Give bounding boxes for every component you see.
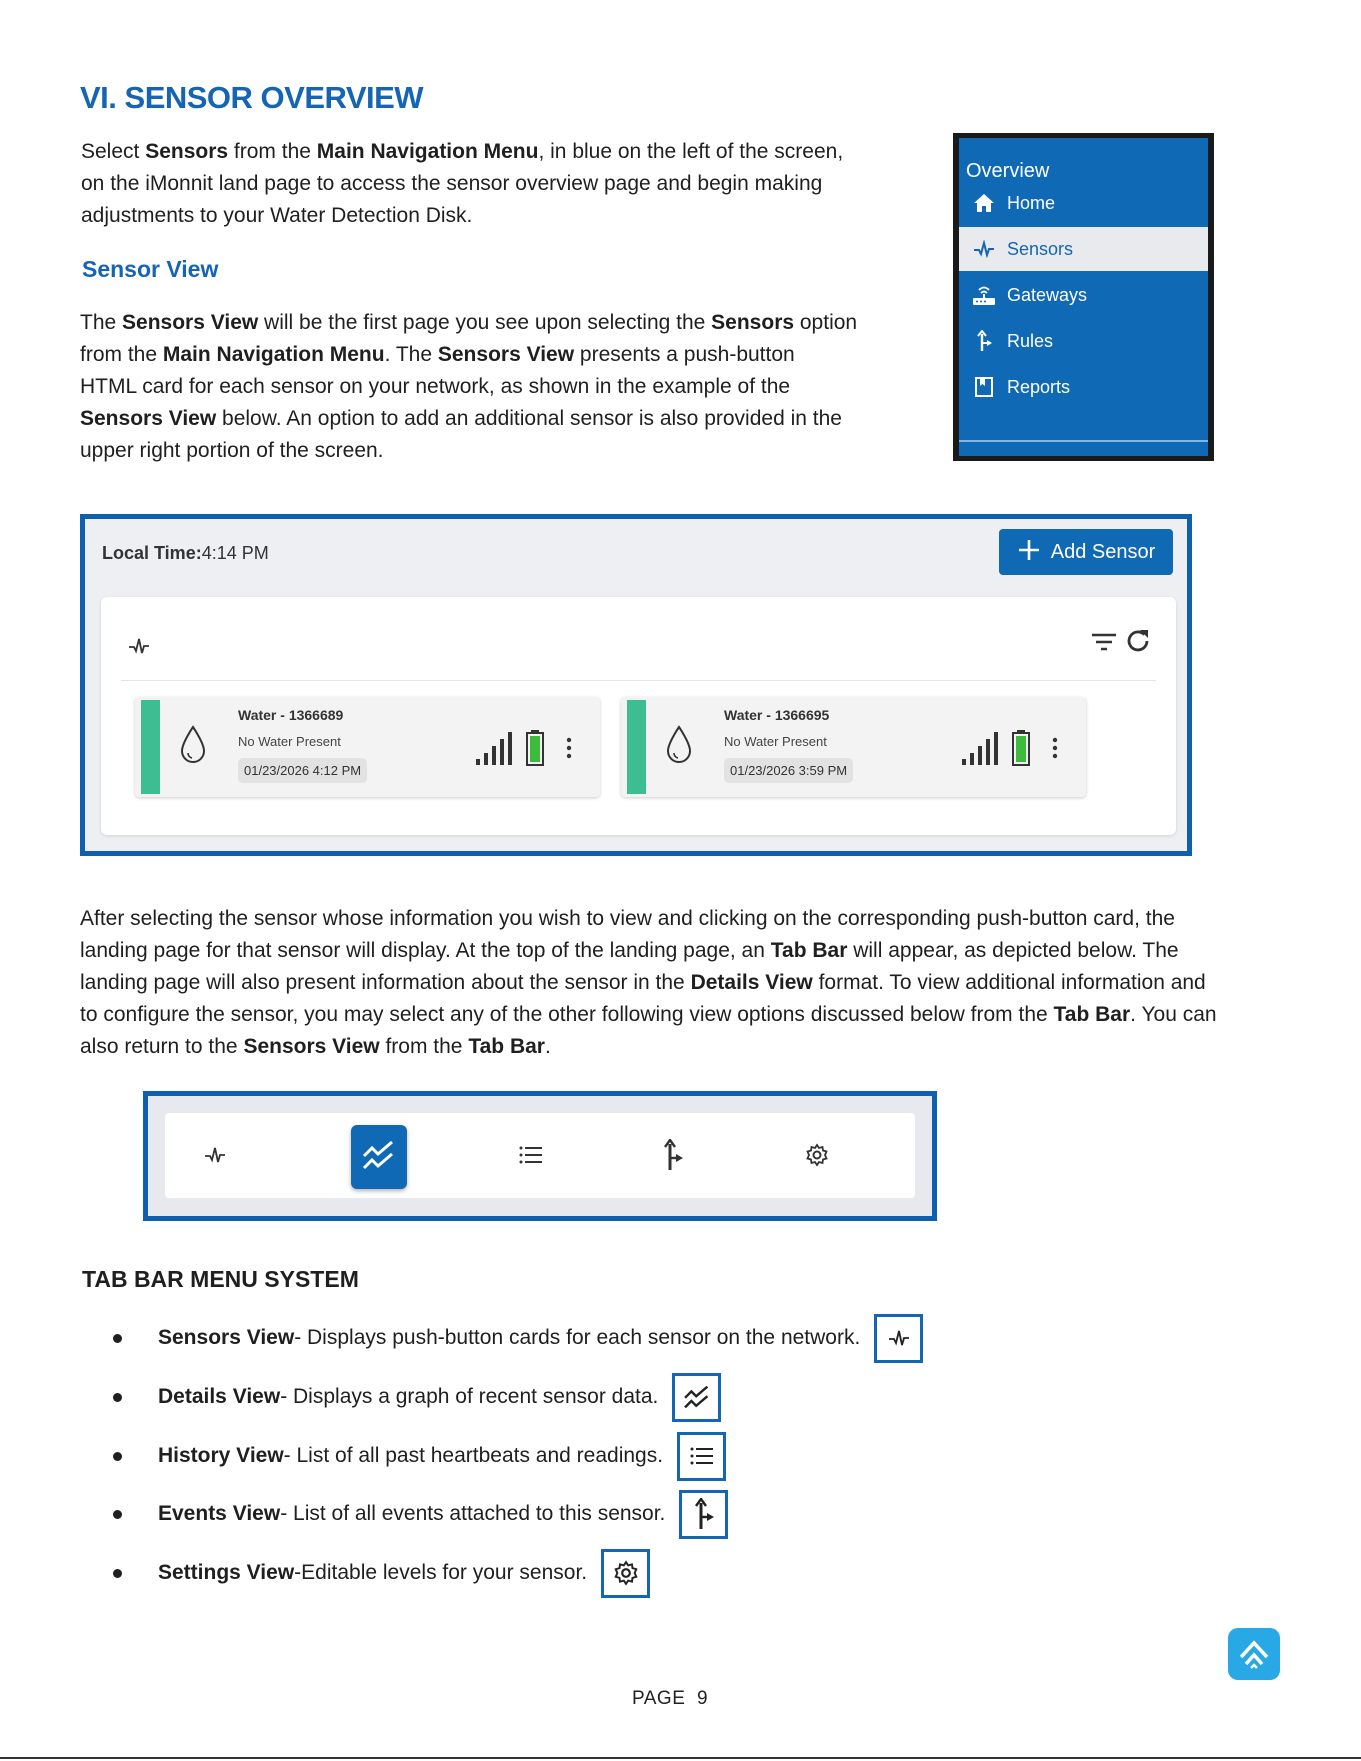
tab-bar-description: After selecting the sensor whose information you wish to view and clicking on the corresponding push-button card, the landing page for that sensor will display. At the top of the landing page, an Tab Bar will appear, as depicted below. The landing page will also present information about the sensor in the Details View format. To view additional information and to configure the sensor, you may select any of the other following view options discussed below from the Tab Bar. You can also return to the Sensors View from the Tab Bar. bbox=[80, 907, 1217, 1058]
nav-item-label: Reports bbox=[1007, 376, 1071, 397]
sensor-timestamp: 01/23/2026 3:59 PM bbox=[724, 758, 853, 783]
nav-divider bbox=[959, 440, 1208, 442]
panel-divider bbox=[121, 680, 1156, 681]
list-item: Sensors View - Displays push-button cards for each sensor on the network. bbox=[113, 1314, 923, 1362]
sensor-name: Water - 1366689 bbox=[238, 707, 344, 723]
nav-item-label: Sensors bbox=[1007, 238, 1074, 259]
nav-item-label: Gateways bbox=[1007, 284, 1088, 305]
page-title: VI. SENSOR OVERVIEW bbox=[80, 80, 424, 115]
bullet bbox=[113, 1334, 122, 1343]
add-sensor-label: Add Sensor bbox=[1050, 540, 1156, 563]
pulse-icon bbox=[971, 238, 997, 260]
nav-item-reports[interactable] bbox=[959, 365, 1208, 409]
bullet bbox=[113, 1569, 122, 1578]
add-sensor-button[interactable] bbox=[999, 529, 1173, 575]
battery-icon bbox=[525, 729, 545, 772]
local-time: Local Time:4:14 PM bbox=[102, 543, 269, 563]
bullet bbox=[113, 1452, 122, 1461]
home-icon bbox=[971, 192, 997, 214]
sensor-status: No Water Present bbox=[724, 734, 827, 749]
navigation-menu-screenshot bbox=[953, 133, 1214, 461]
chart-icon bbox=[362, 1140, 396, 1175]
sensor-card[interactable] bbox=[135, 697, 600, 797]
tab-events-view[interactable] bbox=[645, 1125, 701, 1189]
nav-item-label: Rules bbox=[1007, 330, 1054, 351]
intro-paragraph: Select Sensors from the Main Navigation Menu, in blue on the left of the screen, on the iMonnit land page to access the sensor overview page and begin making adjustments to your Water Detection Disk. bbox=[81, 140, 844, 227]
pulse-icon bbox=[204, 1145, 226, 1170]
events-icon bbox=[679, 1490, 728, 1539]
status-bar bbox=[141, 700, 160, 794]
nav-item-sensors[interactable] bbox=[959, 227, 1208, 271]
pulse-icon bbox=[128, 636, 150, 661]
water-drop-icon bbox=[665, 725, 693, 770]
refresh-icon[interactable] bbox=[1123, 626, 1153, 661]
bullet bbox=[113, 1510, 122, 1519]
list-item: Details View - Displays a graph of recent sensor data. bbox=[113, 1373, 721, 1421]
list-icon bbox=[519, 1145, 543, 1170]
signal-strength-icon bbox=[961, 729, 1005, 772]
gear-icon bbox=[601, 1549, 650, 1598]
tab-bar bbox=[165, 1113, 915, 1198]
sensor-view-heading: Sensor View bbox=[82, 256, 219, 282]
nav-overview-header: Overview bbox=[966, 160, 1050, 182]
tab-sensors-view[interactable] bbox=[187, 1125, 243, 1189]
pulse-icon bbox=[874, 1314, 923, 1363]
more-options-icon[interactable] bbox=[565, 737, 573, 764]
status-bar bbox=[627, 700, 646, 794]
plus-icon bbox=[1017, 535, 1041, 567]
tab-bar-menu-heading: TAB BAR MENU SYSTEM bbox=[82, 1266, 359, 1292]
rules-icon bbox=[971, 330, 997, 352]
page-number: PAGE 9 bbox=[632, 1688, 709, 1709]
gateway-icon bbox=[971, 284, 997, 306]
nav-item-label: Home bbox=[1007, 192, 1056, 213]
water-drop-icon bbox=[179, 725, 207, 770]
nav-item-rules[interactable] bbox=[959, 319, 1208, 363]
nav-item-home[interactable] bbox=[959, 181, 1208, 225]
list-item: Events View - List of all events attached to this sensor. bbox=[113, 1490, 728, 1538]
tab-settings-view[interactable] bbox=[789, 1125, 845, 1189]
monnit-logo-icon bbox=[1228, 1628, 1280, 1680]
list-icon bbox=[677, 1432, 726, 1481]
list-item: Settings View -Editable levels for your sensor. bbox=[113, 1549, 650, 1597]
bullet bbox=[113, 1393, 122, 1402]
footer-rule bbox=[0, 1757, 1361, 1759]
tab-history-view[interactable] bbox=[503, 1125, 559, 1189]
list-item: History View - List of all past heartbeats and readings. bbox=[113, 1432, 726, 1480]
sensor-card-panel bbox=[101, 597, 1176, 835]
sensors-view-screenshot bbox=[80, 514, 1192, 856]
filter-icon[interactable] bbox=[1091, 631, 1117, 658]
chart-icon bbox=[672, 1373, 721, 1422]
nav-item-gateways[interactable] bbox=[959, 273, 1208, 317]
battery-icon bbox=[1011, 729, 1031, 772]
tab-details-view[interactable] bbox=[351, 1125, 407, 1189]
sensor-name: Water - 1366695 bbox=[724, 707, 830, 723]
gear-icon bbox=[805, 1143, 829, 1172]
tab-bar-screenshot bbox=[143, 1091, 937, 1221]
signal-strength-icon bbox=[475, 729, 519, 772]
sensor-status: No Water Present bbox=[238, 734, 341, 749]
sensor-card[interactable] bbox=[621, 697, 1086, 797]
sensor-view-paragraph: The Sensors View will be the first page you see upon selecting the Sensors option from the Main Navigation Menu. The Sensors View presents a push-button HTML card for each sensor on your network, as shown in the example of the Sensors View below. An option to add an additional sensor is also provided in the upper right portion of the screen. bbox=[80, 311, 858, 462]
sensor-timestamp: 01/23/2026 4:12 PM bbox=[238, 758, 367, 783]
events-icon bbox=[662, 1139, 684, 1176]
more-options-icon[interactable] bbox=[1051, 737, 1059, 764]
reports-icon bbox=[971, 376, 997, 398]
